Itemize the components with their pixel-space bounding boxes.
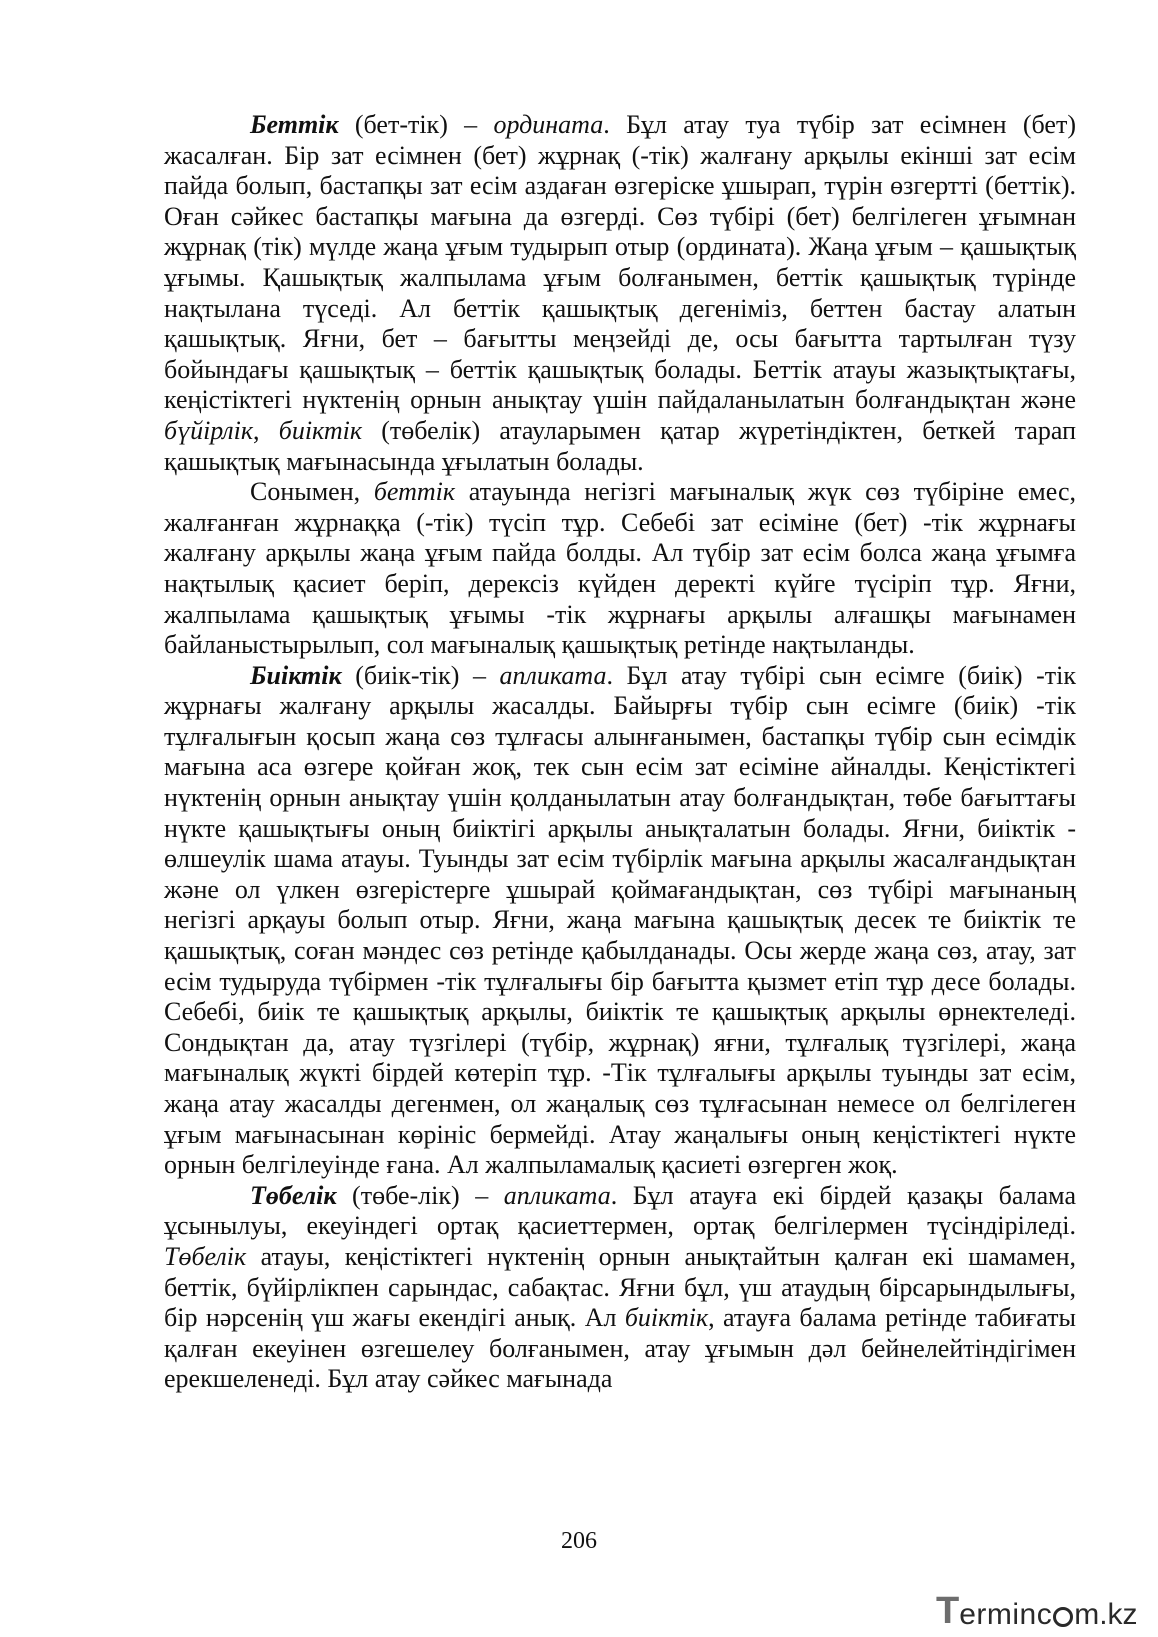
watermark-initial: T <box>936 1590 960 1632</box>
term-equivalent: апликата <box>503 1180 611 1210</box>
paragraph-text: (төбелік) атауларымен қатар жүретіндіктен, беткей тарап қашықтық мағынасында ұғылатын болады. <box>164 415 1076 476</box>
termincom-watermark-logo <box>936 1590 1138 1632</box>
watermark-text: erminc <box>959 1598 1053 1631</box>
term-title: Беттік <box>250 110 339 139</box>
italic-term: биіктік <box>278 415 363 445</box>
paragraph-text: , <box>253 415 279 445</box>
watermark-domain: m.kz <box>1074 1598 1138 1631</box>
italic-term: Төбелік <box>164 1241 247 1271</box>
paragraph-biiktik <box>164 661 1076 1181</box>
paragraph-text: . Бұл атау түбірі сын есімге (биік) -тік жұрнағы жалғану арқылы жасалды. Байырғы түбір сын есімге (биік) -тік тұлғалығын қосып жаңа сөз тұлғасы алынғанымен, бастапқы түбір сын есімдік мағына аса өзгере қойған жоқ, тек сын есім зат есіміне айналды. Кеңістіктегі нүктенің орнын анықтау үшін қолданылатын атау болғандықтан, төбе бағыттағы нүкте қашықтығы оның биіктігі арқылы анықталатын болады. Яғни, биіктік - өлшеулік шама атауы. Туынды зат есім түбірлік мағына арқылы жасалғандықтан және ол үлкен өзгерістерге ұшырай қоймағандықтан, сөз түбірі мағынаның негізгі арқауы болып отыр. Яғни, жаңа мағына қашықтық десек те биіктік те қашықтық, соған мәндес сөз ретінде қабылданады. Осы жерде жаңа сөз, атау, зат есім тудыруда түбірмен -тік тұлғалығы бір бағытта қызмет етіп тұр десе болады. Себебі, биік те қашықтық арқылы, биіктік те қашықтық арқылы өрнектеледі. Сондықтан да, атау түзгілері (түбір, жұрнақ) яғни, тұлғалық түзгілері, жаңа мағыналық жүкті бірдей көтеріп тұр. -Тік тұлғалығы арқылы туынды зат есім, жаңа атау жасалды дегенмен, ол жаңалық сөз тұлғасынан немесе ол белгілеген ұғым мағынасынан көрініс бермейді. Атау жаңалығы оның кеңістіктегі нүкте орнын белгілеуінде ғана. Ал жалпыламалық қасиеті өзгерген жоқ. <box>164 660 1076 1180</box>
italic-term: беттік <box>373 477 456 507</box>
paragraph-tobelik <box>164 1181 1076 1395</box>
paragraph-text: . Бұл атау туа түбір зат есімнен (бет) жасалған. Бір зат есімнен (бет) жұрнақ (-тік) жалғану арқылы екінші зат есім пайда болып, бастапқы зат есім аздаған өзгеріске ұшырап, түрін өзгертті (беттік). Оған сәйкес бастапқы мағына да өзгерді. Сөз түбірі (бет) белгілеген ұғымнан жұрнақ (тік) мүлде жаңа ұғым тудырып отыр (ордината). Жаңа ұғым – қашықтық ұғымы. Қашықтық жалпылама ұғым болғанымен, беттік қашықтық түрінде нақтылана түседі. Ал беттік қашықтық дегеніміз, беттен бастау алатын қашықтық. Яғни, бет – бағытты меңзейді де, осы бағытта тартылған түзу бойындағы қашықтық – беттік қашықтық болады. Беттік атауы жазықтықтағы, кеңістіктегі нүктенің орнын анықтау үшін пайдаланылатын болғандықтан және <box>164 110 1076 415</box>
paragraph-text: (бет-тік) – <box>338 110 494 139</box>
term-title: Биіктік <box>250 660 342 690</box>
italic-term: бүйірлік <box>164 415 254 445</box>
watermark-o-ring-icon <box>1053 1607 1073 1627</box>
paragraph-text: атауында негізгі мағыналық жүк сөз түбіріне емес, жалғанған жұрнаққа (-тік) түсіп тұр. Себебі зат есіміне (бет) -тік жұрнағы жалғану арқылы жаңа ұғым пайда болды. Ал түбір зат есім болса жаңа ұғымға нақтылық қасиет беріп, дерексіз күйден деректі күйге түсіріп тұр. Яғни, жалпылама қашықтық ұғымы -тік жұрнағы арқылы алғашқы мағынамен байланыстырылып, сол мағыналық қашықтық ретінде нақтыланды. <box>164 477 1076 660</box>
paragraph-sonymen <box>164 477 1076 661</box>
paragraph-text: Сонымен, <box>250 477 374 507</box>
paragraph-betik <box>164 110 1076 477</box>
paragraph-text: атауы, кеңістіктегі нүктенің орнын анықтайтын қалған екі шамамен, беттік, бүйірлікпен сарындас, сабақтас. Яғни бұл, үш атаудың бірсарындылығы, бір нәрсенің үш жағы екендігі анық. Ал <box>164 1241 1076 1333</box>
term-equivalent: апликата <box>499 660 607 690</box>
paragraph-text: (биік-тік) – <box>341 660 500 690</box>
page-number: 206 <box>561 1528 597 1554</box>
paragraph-text: , атауға балама ретінде табиғаты қалған екеуінен өзгешелеу болғанымен, атау ұғымын дәл бейнелейтіндігімен ерекшеленеді. Бұл атау сәйкес мағынада <box>164 1303 1076 1394</box>
term-equivalent: ордината <box>493 110 604 139</box>
paragraph-text: . Бұл атауға екі бірдей қазақы балама ұсынылуы, екеуіндегі ортақ қасиеттермен, ортақ белгілермен түсіндіріледі. <box>164 1180 1076 1241</box>
term-title: Төбелік <box>250 1180 337 1210</box>
page-body <box>164 110 1076 1395</box>
paragraph-text: (төбе-лік) – <box>336 1180 504 1210</box>
italic-term: биіктік <box>624 1303 709 1333</box>
